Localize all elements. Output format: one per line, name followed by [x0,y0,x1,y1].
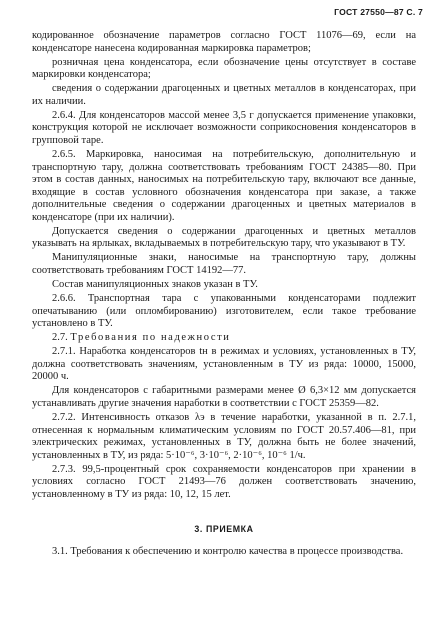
paragraph: Для конденсаторов с габаритными размерами менее Ø 6,3×12 мм допускается устанавливать другие значения наработки в соответствии с ГОСТ 25359—82. [32,385,416,409]
section-3-block [32,546,416,559]
section-2-7-block [32,346,416,501]
paragraph: 2.7.3. 99,5-процентный срок сохраняемости конденсаторов при хранении в условиях согласно ГОСТ 21493—76 должен соответствовать значению, установленному в ТУ из ряда: 10, 12, 15 лет. [32,463,416,500]
paragraph: 2.6.6. Транспортная тара с упакованными конденсаторами подлежит опечатыванию (или опломбированию) изготовителем, если такое требование установлено в ТУ. [32,293,416,330]
page-header: ГОСТ 27550—87 С. 7 [334,7,423,17]
paragraph: сведения о содержании драгоценных и цветных металлов в конденсаторах, при их наличии. [32,83,416,107]
paragraph: Допускается сведения о содержании драгоценных и цветных металлов указывать на ярлыках, вкладываемых в потребительскую тару, что указывают в ТУ. [32,225,416,250]
subsection-heading [32,332,416,345]
paragraph: 3.1. Требования к обеспечению и контролю качества в процессе производства. [52,546,404,558]
section-2-6-block [32,30,416,331]
subsection-title: Требования по надежности [70,332,231,344]
section-heading: 3. ПРИЕМКА [194,524,254,535]
paragraph: кодированное обозначение параметров согласно ГОСТ 11076—69, если на конденсаторе нанесена кодированная маркировка параметров; [32,30,416,54]
paragraph: 2.6.4. Для конденсаторов массой менее 3,5 г допускается применение упаковки, конструкция которой не исключает возможности соприкосновения конденсаторов в групповой таре. [32,109,416,146]
paragraph: 2.7.1. Наработка конденсаторов tн в режимах и условиях, установленных в ТУ, должна соответствовать значениям, установленным в ТУ из ряда: 10000, 15000, 20000 ч. [32,346,416,383]
paragraph: розничная цена конденсатора, если обозначение цены отсутствует в составе маркировки конденсатора; [32,56,416,81]
paragraph: Состав манипуляционных знаков указан в ТУ. [52,279,258,291]
document-body [32,30,416,560]
subsection-number: 2.7. [52,332,68,344]
paragraph: 2.6.5. Маркировка, наносимая на потребительскую, дополнительную и транспортную тару, должна соответствовать требованиям ГОСТ 24385—80. При этом в состав данных, наносимых на потребительскую тару, включают все данные, входящие в состав условного обозначения конденсатора при заказе, а также дополнительные сведения о содержании драгоценных и цветных материалов в конденсаторе (при их наличии). [32,148,416,223]
paragraph: 2.7.2. Интенсивность отказов λэ в течение наработки, указанной в п. 2.7.1, отнесенная к нормальным климатическим условиям по ГОСТ 20.57.406—81, при электрических режимах, установленных в ТУ, должна быть не более значений, установленных в ТУ, из ряда: 5·10⁻⁶, 3·10⁻⁶, 2·10⁻⁶, 10⁻⁶ 1/ч. [32,411,416,461]
paragraph: Манипуляционные знаки, наносимые на транспортную тару, должны соответствовать требованиям ГОСТ 14192—77. [32,252,416,277]
